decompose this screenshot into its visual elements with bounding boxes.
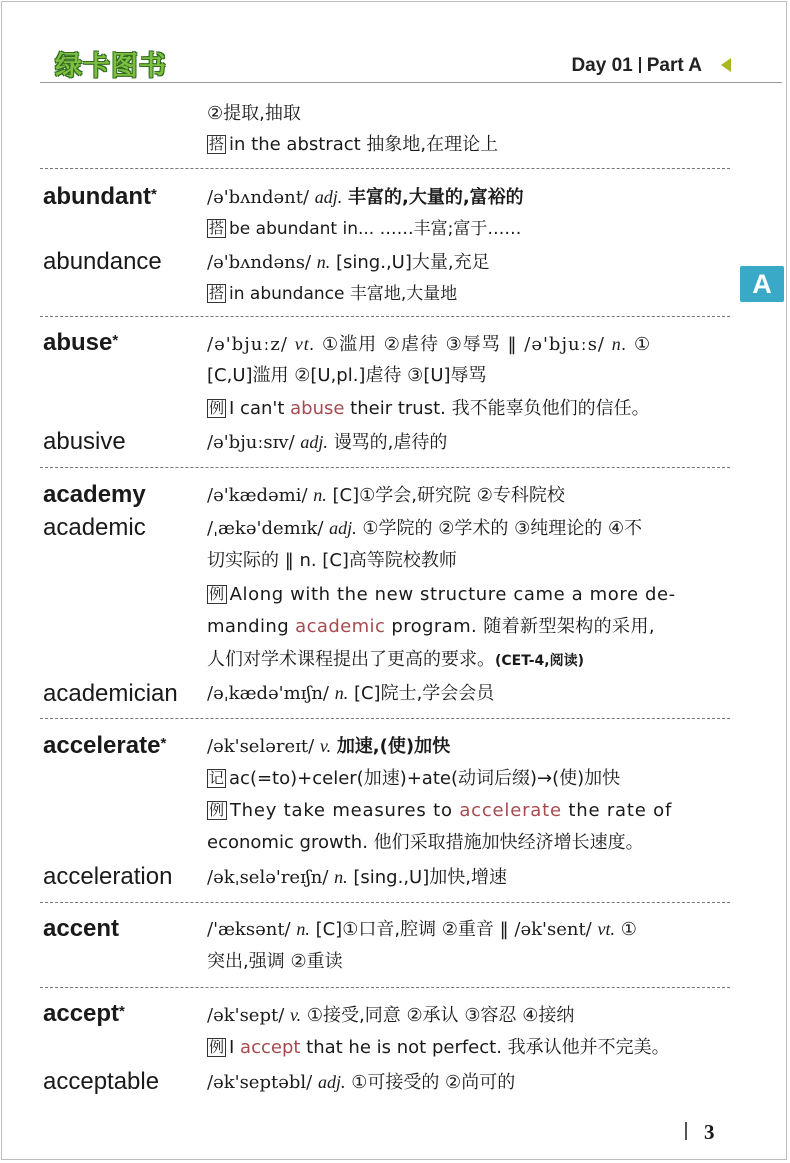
definition-line — [207, 1071, 515, 1094]
memory-tag: 记 — [209, 769, 225, 787]
part-of-speech: vt. — [294, 334, 316, 354]
meaning: [C]院士,学会会员 — [353, 683, 495, 704]
meaning: 谩骂的,虐待的 — [333, 432, 448, 453]
headword-accent: accent — [43, 915, 120, 942]
headword-text: abundant — [43, 183, 151, 210]
headword-text: accept — [43, 1000, 120, 1027]
meaning: 加速,(使)加快 — [336, 736, 451, 757]
star-icon: * — [112, 332, 119, 349]
meaning: [sing.,U]加快,增速 — [353, 867, 507, 888]
headword-academic: academic — [43, 514, 146, 541]
meaning: [C]①学会,研究院 ②专科院校 — [332, 485, 565, 506]
example-text: the rate of — [561, 800, 673, 821]
part-of-speech: vt. — [597, 919, 615, 939]
part-of-speech: v. — [290, 1005, 302, 1025]
part-of-speech: adj. — [314, 187, 343, 207]
example-text: 人们对学术课程提出了更高的要求。 — [207, 649, 495, 670]
entry-divider — [40, 902, 730, 903]
definition-line — [207, 735, 450, 758]
part-of-speech: adj. — [300, 432, 328, 452]
definition-line: ②提取,抽取 — [207, 103, 301, 124]
phonetic: /əkˌselə'reɪʃn/ — [207, 867, 329, 888]
headword-abundant — [43, 183, 157, 211]
example-text: Along with the new structure came a more de- — [229, 584, 676, 605]
phonetic: /əˌkædə'mɪʃn/ — [207, 683, 329, 704]
memory-text: ac(=to)+celer(加速)+ate(动词后缀)→(使)加快 — [229, 768, 621, 789]
headword-abundance: abundance — [43, 248, 162, 275]
headword-academician: academician — [43, 680, 178, 707]
definition-line: 突出,强调 ②重读 — [207, 951, 343, 972]
part-of-speech: adj. — [329, 518, 357, 538]
meaning: ①接受,同意 ②承认 ③容忍 ④接纳 — [306, 1005, 575, 1026]
headword-abusive: abusive — [43, 428, 126, 455]
collocation-line — [207, 283, 457, 305]
phonetic: /ək'sent/ — [514, 919, 592, 940]
part-of-speech: n. — [316, 252, 331, 272]
part-of-speech: n. — [611, 334, 628, 354]
collocation-text: in the abstract 抽象地,在理论上 — [229, 134, 499, 155]
triangle-arrow-icon — [721, 58, 731, 72]
meaning: 丰富的,大量的,富裕的 — [348, 187, 524, 208]
page-number: 3 — [704, 1120, 715, 1144]
example-text: that he is not perfect. 我承认他并不完美。 — [300, 1037, 670, 1058]
header-rule — [40, 82, 782, 83]
definition-line — [207, 186, 524, 209]
definition-line — [207, 517, 642, 540]
example-tag: 例 — [209, 585, 225, 603]
highlighted-word: accelerate — [459, 800, 562, 821]
part-of-speech: n. — [334, 683, 349, 703]
headword-acceleration: acceleration — [43, 863, 173, 890]
collocation-text: in abundance 丰富地,大量地 — [229, 284, 458, 304]
collocation-tag: 搭 — [209, 135, 225, 153]
example-line — [207, 800, 672, 822]
definition-line — [207, 333, 651, 356]
highlighted-word: abuse — [290, 398, 345, 419]
example-line — [207, 1037, 670, 1059]
example-line — [207, 584, 676, 606]
part-label: Part A — [646, 55, 702, 76]
entry-divider — [40, 987, 730, 988]
publisher-logo: 绿卡图书 — [55, 51, 167, 82]
part-of-speech: v. — [319, 736, 332, 756]
phonetic: /ə'bʌndəns/ — [207, 252, 312, 273]
phonetic: /'æksənt/ — [207, 919, 291, 940]
phonetic: /ək'septəbl/ — [207, 1072, 313, 1093]
headword-abuse — [43, 329, 118, 357]
definition-line: 切实际的 ‖ n. [C]高等院校教师 — [207, 550, 457, 571]
collocation-line — [207, 134, 498, 156]
meaning: ①学院的 ②学术的 ③纯理论的 ④不 — [362, 518, 643, 539]
highlighted-word: academic — [295, 616, 386, 637]
headword-acceptable: acceptable — [43, 1068, 160, 1095]
star-icon: * — [119, 1003, 125, 1020]
example-text: their trust. 我不能辜负他们的信任。 — [344, 398, 650, 419]
definition-line — [207, 1004, 574, 1027]
phonetic: /ə'bjuːs/ — [524, 334, 605, 355]
example-line — [207, 616, 655, 638]
example-line: economic growth. 他们采取措施加快经济增长速度。 — [207, 832, 644, 853]
memory-line — [207, 768, 620, 790]
definition-line — [207, 484, 565, 507]
headword-accelerate — [43, 732, 166, 760]
collocation-tag: 搭 — [209, 284, 225, 302]
entry-divider — [40, 168, 730, 169]
day-label: Day 01 — [571, 55, 633, 76]
section-tab-a: A — [740, 266, 784, 302]
entry-divider — [40, 718, 730, 719]
headword-text: accelerate — [43, 732, 161, 759]
definition-line — [207, 682, 494, 705]
part-of-speech: n. — [313, 485, 327, 505]
phonetic: /ə'bjuːz/ — [207, 334, 288, 355]
part-of-speech: adj. — [317, 1072, 346, 1092]
definition-line — [207, 431, 447, 454]
example-line — [207, 398, 650, 420]
headword-academy: academy — [43, 481, 146, 508]
definition-line — [207, 918, 637, 941]
definition-line: [C,U]滥用 ②[U,pl.]虐待 ③[U]辱骂 — [207, 365, 487, 386]
phonetic: /ə'bjuːsɪv/ — [207, 432, 295, 453]
example-text: I can't — [229, 398, 291, 419]
highlighted-word: accept — [240, 1037, 301, 1058]
star-icon: * — [160, 735, 167, 752]
example-source: (CET-4,阅读) — [495, 653, 584, 669]
definition-line — [207, 251, 490, 274]
star-icon: * — [151, 186, 157, 203]
headword-text: abuse — [43, 329, 113, 356]
collocation-text: be abundant in... ……丰富;富于…… — [229, 219, 522, 239]
meaning: ①滥用 ②虐待 ③辱骂 ‖ — [321, 334, 518, 355]
phonetic: /ək'sept/ — [207, 1005, 285, 1026]
definition-line — [207, 866, 507, 889]
example-tag: 例 — [209, 399, 225, 417]
example-line — [207, 649, 584, 672]
entry-divider — [40, 467, 730, 468]
entry-divider — [40, 316, 730, 317]
headword-accept — [43, 1000, 125, 1028]
phonetic: /ə'bʌndənt/ — [207, 187, 310, 208]
meaning: [sing.,U]大量,充足 — [336, 252, 490, 273]
part-of-speech: n. — [334, 867, 348, 887]
page-number-bar — [685, 1122, 687, 1140]
collocation-line — [207, 218, 521, 240]
part-of-speech: n. — [296, 919, 310, 939]
running-header — [571, 55, 702, 77]
example-text: I — [229, 1037, 241, 1058]
phonetic: /ək'seləreɪt/ — [207, 736, 315, 757]
meaning: ① — [633, 334, 652, 355]
phonetic: /ˌækə'demɪk/ — [207, 518, 324, 539]
example-text: They take measures to — [229, 800, 460, 821]
example-tag: 例 — [209, 1038, 225, 1056]
meaning: [C]①口音,腔调 ②重音 ‖ — [315, 919, 509, 940]
phonetic: /ə'kædəmi/ — [207, 485, 308, 506]
example-tag: 例 — [209, 801, 225, 819]
example-text: program. 随着新型架构的采用, — [385, 616, 655, 637]
meaning: ①可接受的 ②尚可的 — [351, 1072, 516, 1093]
example-text: manding — [207, 616, 296, 637]
header-separator — [639, 57, 641, 73]
meaning: ① — [620, 919, 637, 940]
collocation-tag: 搭 — [209, 219, 225, 237]
